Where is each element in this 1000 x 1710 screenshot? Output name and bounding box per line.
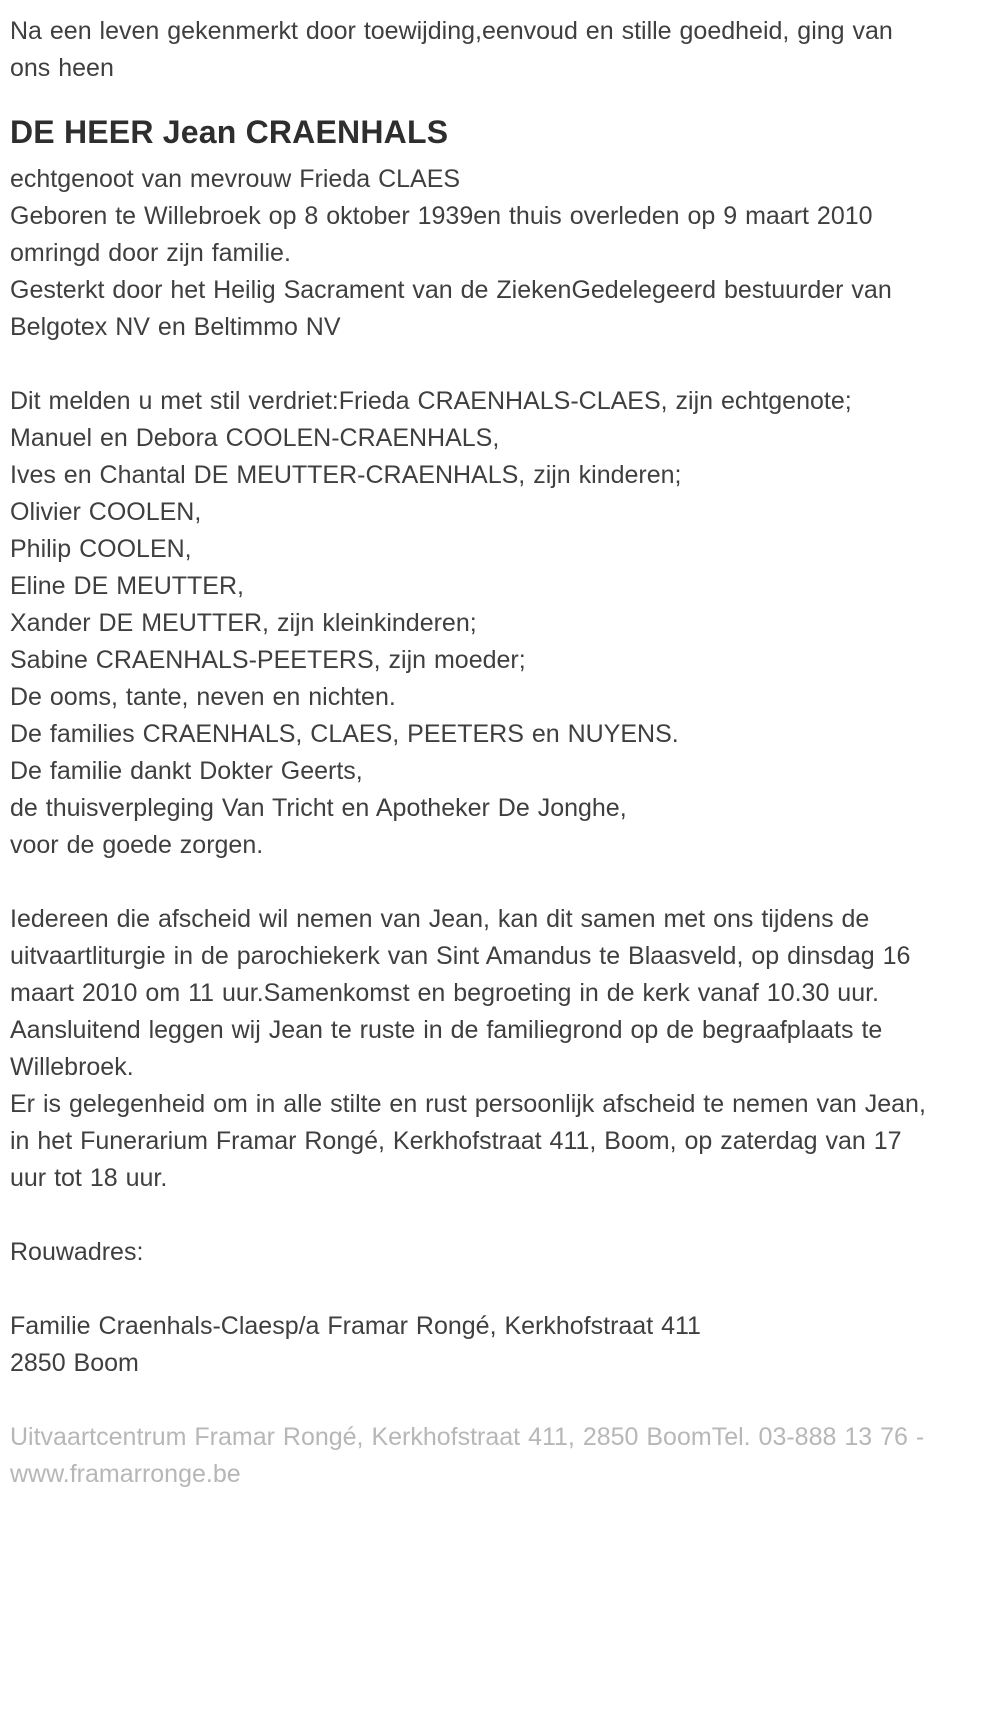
text-line: de thuisverpleging Van Tricht en Apotheker De Jonghe, [10, 794, 627, 822]
text-line: De ooms, tante, neven en nichten. [10, 683, 396, 711]
text-line: De families CRAENHALS, CLAES, PEETERS en NUYENS. [10, 720, 679, 748]
funeral-home-footer: Uitvaartcentrum Framar Rongé, Kerkhofstraat 411, 2850 BoomTel. 03-888 13 76 - www.framarronge.be [10, 1423, 925, 1488]
text-line: Manuel en Debora COOLEN-CRAENHALS, [10, 424, 500, 452]
text-line: Ives en Chantal DE MEUTTER-CRAENHALS, zijn kinderen; [10, 461, 682, 489]
text-line: Aansluitend leggen wij Jean te ruste in de familiegrond op de begraafplaats te Willebroek. [10, 1016, 883, 1081]
text-line: Philip COOLEN, [10, 535, 192, 563]
text-line: De familie dankt Dokter Geerts, [10, 757, 363, 785]
text-line: Xander DE MEUTTER, zijn kleinkinderen; [10, 609, 477, 637]
text-line: Familie Craenhals-Claesp/a Framar Rongé, Kerkhofstraat 411 [10, 1312, 701, 1340]
text-line: Olivier COOLEN, [10, 498, 202, 526]
text-line: Er is gelegenheid om in alle stilte en rust persoonlijk afscheid te nemen van Jean, in het Funerarium Framar Rongé, Kerkhofstraat 411, Boom, op zaterdag van 17 uur tot 18 uur. [10, 1090, 926, 1192]
mourning-address-label: Rouwadres: [10, 1238, 144, 1266]
intro-paragraph: Na een leven gekenmerkt door toewijding,eenvoud en stille goedheid, ging van ons heen [10, 17, 893, 82]
text-line: Gesterkt door het Heilig Sacrament van de ZiekenGedelegeerd bestuurder van Belgotex NV en Beltimmo NV [10, 276, 892, 341]
text-line: 2850 Boom [10, 1349, 139, 1377]
text-line: Geboren te Willebroek op 8 oktober 1939en thuis overleden op 9 maart 2010 [10, 202, 873, 230]
text-line: Iedereen die afscheid wil nemen van Jean, kan dit samen met ons tijdens de uitvaartliturgie in de parochiekerk van Sint Amandus te Blaasveld, op dinsdag 16 maart 2010 om 11 uur.Samenkomst en begroeting in de kerk vanaf 10.30 uur. [10, 905, 911, 1007]
ceremony-paragraph [10, 901, 934, 1197]
text-line: voor de goede zorgen. [10, 831, 264, 859]
text-line: omringd door zijn familie. [10, 239, 291, 267]
text-line: Dit melden u met stil verdriet:Frieda CRAENHALS-CLAES, zijn echtgenote; [10, 387, 852, 415]
text-line: Eline DE MEUTTER, [10, 572, 244, 600]
details-paragraph [10, 161, 934, 346]
text-line: echtgenoot van mevrouw Frieda CLAES [10, 165, 461, 193]
family-announcement-list [10, 383, 934, 864]
mourning-address [10, 1308, 934, 1382]
deceased-name-title: DE HEER Jean CRAENHALS [10, 114, 449, 150]
text-line: Sabine CRAENHALS-PEETERS, zijn moeder; [10, 646, 526, 674]
